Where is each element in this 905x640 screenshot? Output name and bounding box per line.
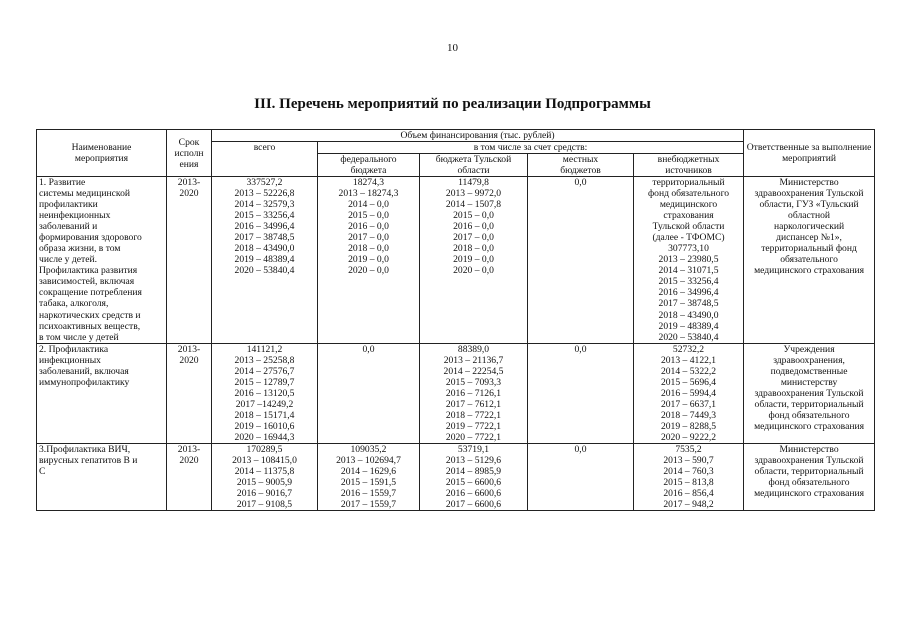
term-cell: 2013- 2020: [167, 177, 212, 343]
table-row: [37, 343, 875, 443]
responsible-cell: Министерство здравоохранения Тульской области, территориальный фонд обязательного медицинского страхования: [744, 443, 875, 510]
federal-budget-cell: 0,0: [318, 343, 420, 443]
regional-budget-cell: 53719,1 2013 – 5129,6 2014 – 8985,9 2015 – 6600,6 2016 – 6600,6 2017 – 6600,6: [420, 443, 528, 510]
local-budget-cell: 0,0: [528, 443, 634, 510]
measure-name-cell: 2. Профилактика инфекционных заболеваний, включая иммунопрофилактику: [37, 343, 167, 443]
header-federal: федерального бюджета: [318, 154, 420, 177]
local-budget-cell: 0,0: [528, 177, 634, 343]
responsible-cell: Министерство здравоохранения Тульской области, ГУЗ «Тульский областной наркологический диспансер №1», территориальный фонд обязательного медицинского страхования: [744, 177, 875, 343]
header-total: всего: [212, 142, 318, 177]
regional-budget-cell: 11479,8 2013 – 9972,0 2014 – 1507,8 2015 – 0,0 2016 – 0,0 2017 – 0,0 2018 – 0,0 2019 – 0,0 2020 – 0,0: [420, 177, 528, 343]
page-number: 10: [447, 42, 458, 54]
document-title: III. Перечень мероприятий по реализации Подпрограммы: [254, 96, 651, 112]
local-budget-cell: 0,0: [528, 343, 634, 443]
term-cell: 2013- 2020: [167, 443, 212, 510]
table-row: [37, 443, 875, 510]
regional-budget-cell: 88389,0 2013 – 21136,7 2014 – 22254,5 2015 – 7093,3 2016 – 7126,1 2017 – 7612,1 2018 – 7722,1 2019 – 7722,1 2020 – 7722,1: [420, 343, 528, 443]
header-funding: Объем финансирования (тыс. рублей): [212, 130, 744, 142]
total-cell: 337527,2 2013 – 52226,8 2014 – 32579,3 2015 – 33256,4 2016 – 34996,4 2017 – 38748,5 2018 – 43490,0 2019 – 48389,4 2020 – 53840,4: [212, 177, 318, 343]
table-row: [37, 177, 875, 343]
header-regional: бюджета Тульской области: [420, 154, 528, 177]
total-cell: 170289,5 2013 – 108415,0 2014 – 11375,8 2015 – 9005,9 2016 – 9016,7 2017 – 9108,5: [212, 443, 318, 510]
measures-table: [36, 129, 875, 511]
measure-name-cell: 1. Развитие системы медицинской профилактики неинфекционных заболеваний и формирования здорового образа жизни, в том числе у детей. Профилактика развития зависимостей, включая сокращение потребления табака, алкоголя, наркотических средств и психоактивных веществ, в том числе у детей: [37, 177, 167, 343]
extra-budget-cell: 7535,2 2013 – 590,7 2014 – 760,3 2015 – 813,8 2016 – 856,4 2017 – 948,2: [634, 443, 744, 510]
header-term: Срок исполн ения: [167, 130, 212, 177]
total-cell: 141121,2 2013 – 25258,8 2014 – 27576,7 2015 – 12789,7 2016 – 13120,5 2017 –14249,2 2018 – 15171,4 2019 – 16010,6 2020 – 16944,3: [212, 343, 318, 443]
term-cell: 2013- 2020: [167, 343, 212, 443]
extra-budget-cell: территориальный фонд обязательного медицинского страхования Тульской области (далее - ТФОМС) 307773,10 2013 – 23980,5 2014 – 31071,5 2015 – 33256,4 2016 – 34996,4 2017 – 38748,5 2018 – 43490,0 2019 – 48389,4 2020 – 53840,4: [634, 177, 744, 343]
header-extra: внебюджетных источников: [634, 154, 744, 177]
federal-budget-cell: 18274,3 2013 – 18274,3 2014 – 0,0 2015 – 0,0 2016 – 0,0 2017 – 0,0 2018 – 0,0 2019 – 0,0 2020 – 0,0: [318, 177, 420, 343]
federal-budget-cell: 109035,2 2013 – 102694,7 2014 – 1629,6 2015 – 1591,5 2016 – 1559,7 2017 – 1559,7: [318, 443, 420, 510]
header-local: местных бюджетов: [528, 154, 634, 177]
responsible-cell: Учреждения здравоохранения, подведомственные министерству здравоохранения Тульской области, территориальный фонд обязательного медицинского страхования: [744, 343, 875, 443]
extra-budget-cell: 52732,2 2013 – 4122,1 2014 – 5322,2 2015 – 5696,4 2016 – 5994,4 2017 – 6637,1 2018 – 7449,3 2019 – 8288,5 2020 – 9222,2: [634, 343, 744, 443]
header-responsible: Ответственные за выполнение мероприятий: [744, 130, 875, 177]
measure-name-cell: 3.Профилактика ВИЧ, вирусных гепатитов В и С: [37, 443, 167, 510]
header-including: в том числе за счет средств:: [318, 142, 744, 154]
header-name: Наименование мероприятия: [37, 130, 167, 177]
